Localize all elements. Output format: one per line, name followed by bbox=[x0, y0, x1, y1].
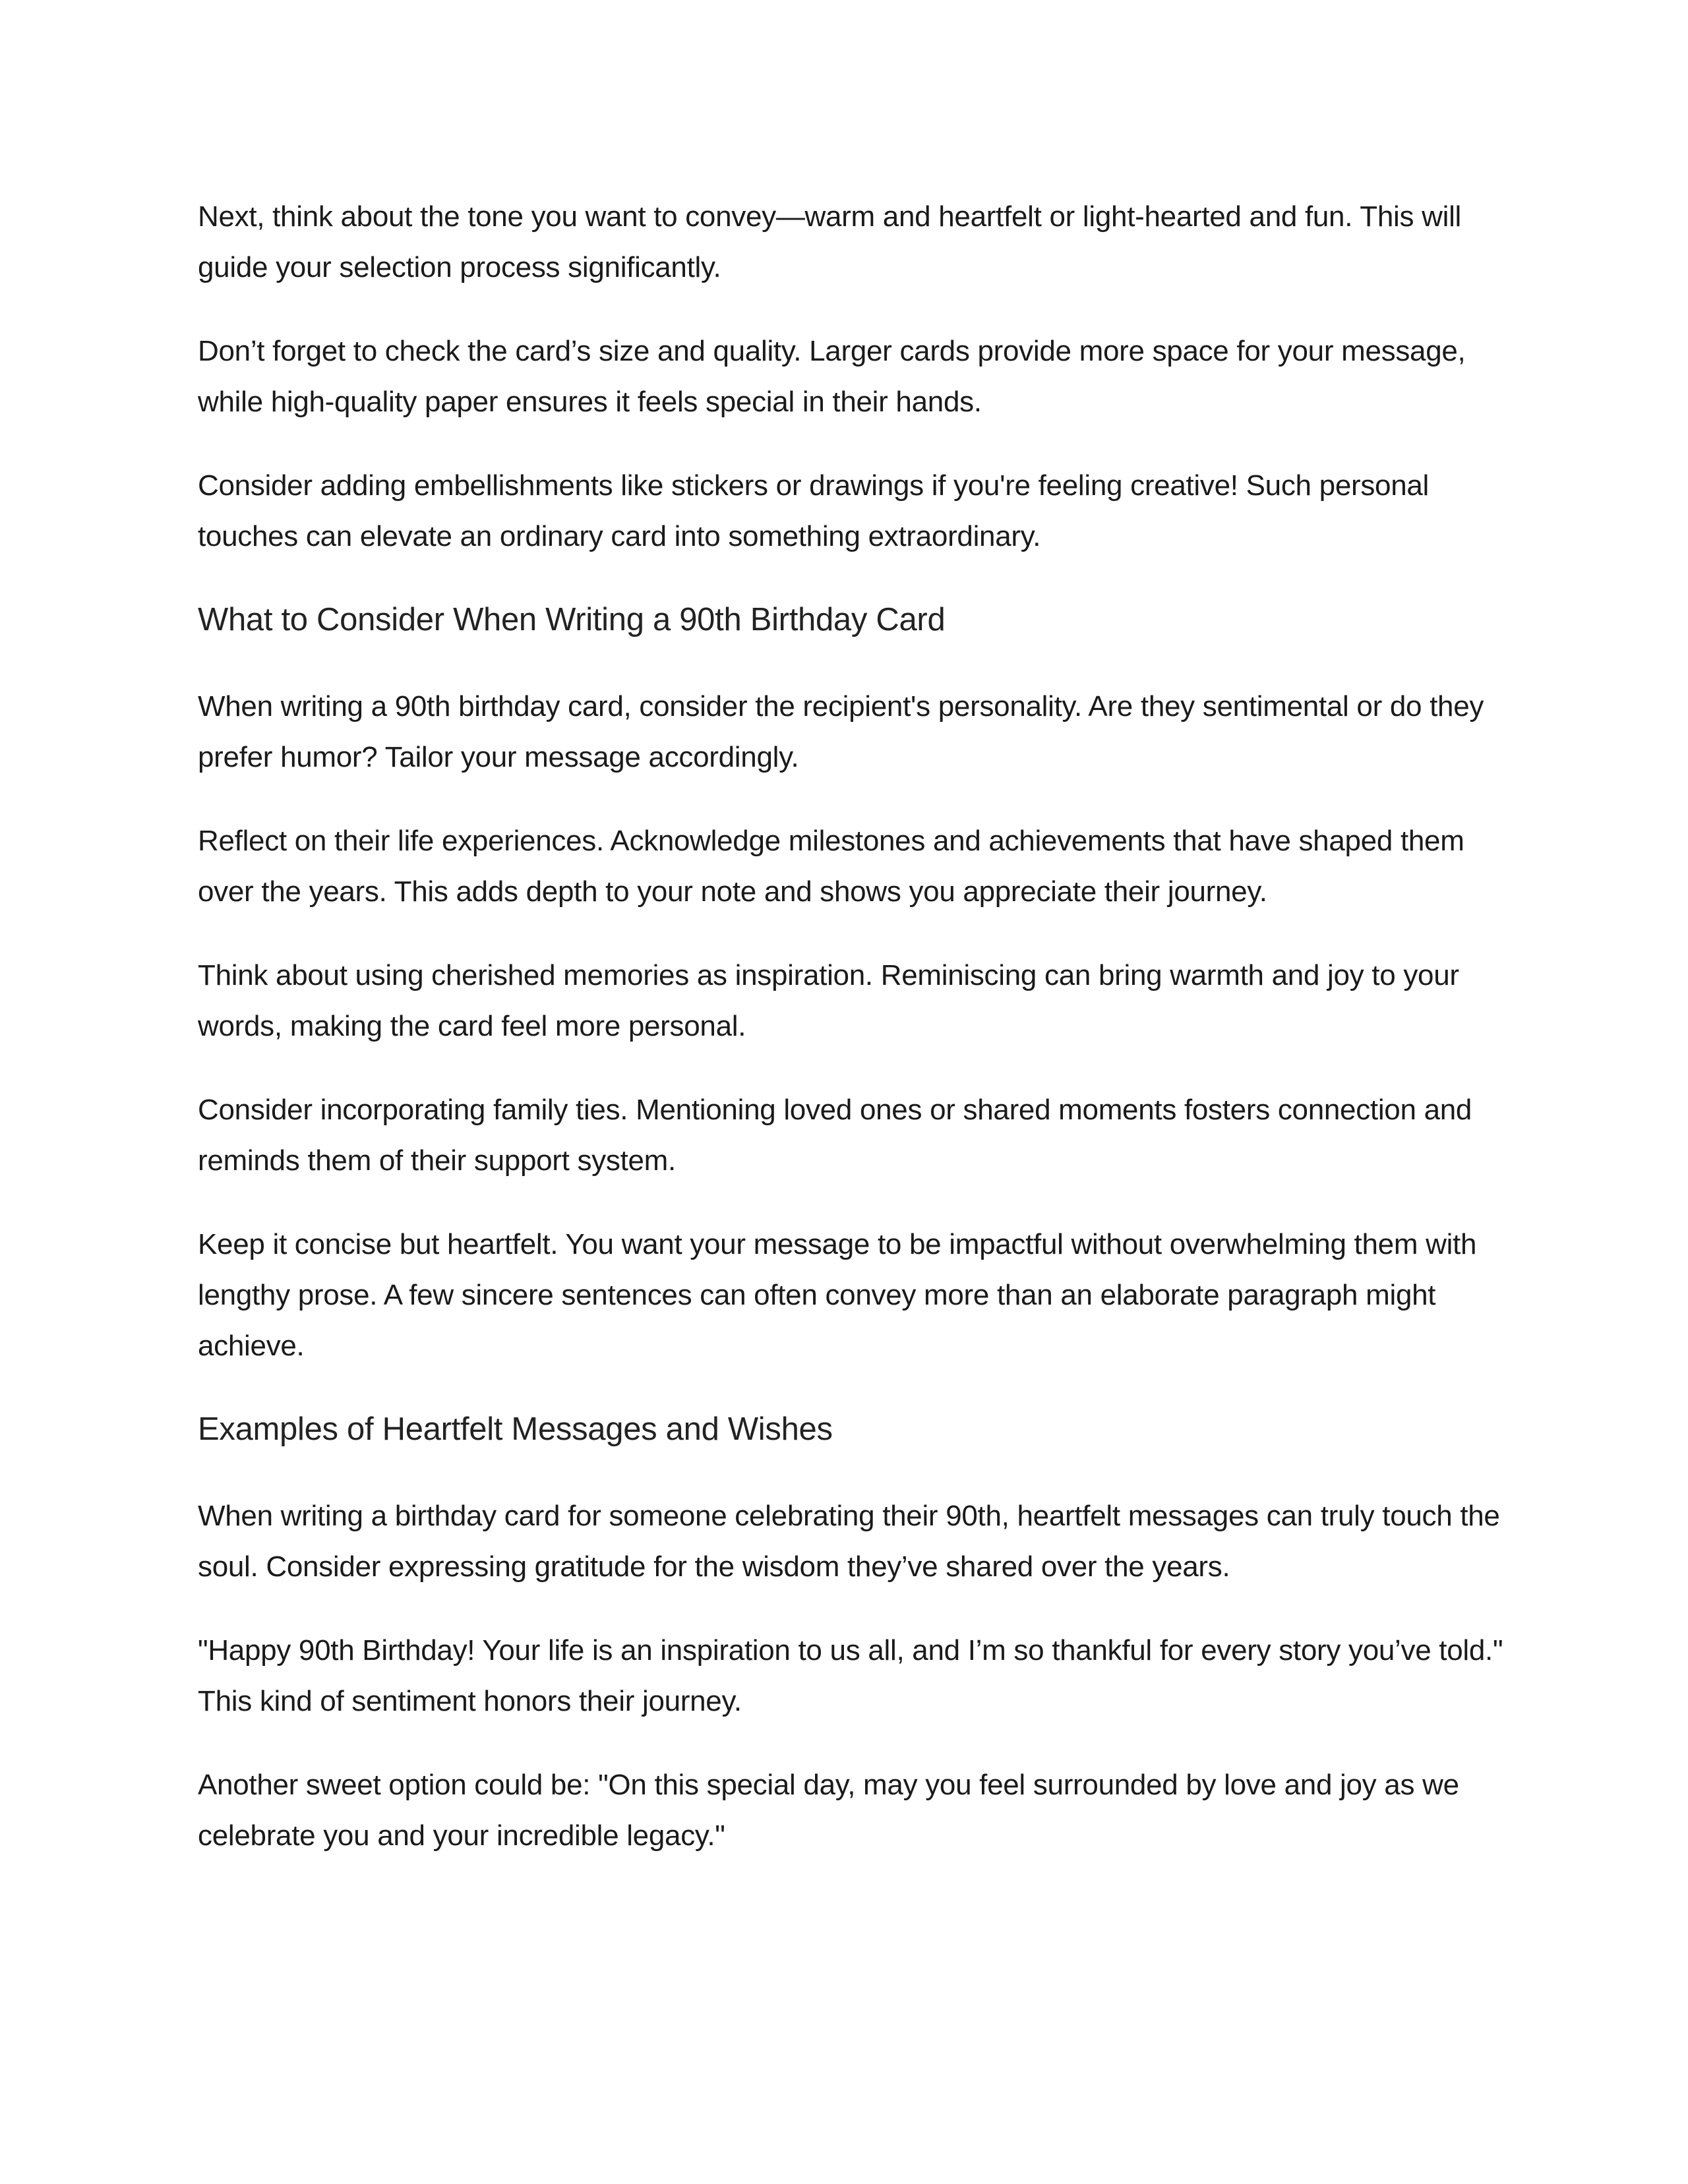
paragraph-life-experiences: Reflect on their life experiences. Acknowledge milestones and achievements that have shaped them over the years. This adds depth to your note and shows you appreciate their journey. bbox=[198, 825, 1464, 908]
paragraph-gratitude: When writing a birthday card for someone celebrating their 90th, heartfelt messages can truly touch the soul. Consider expressing gratitude for the wisdom they’ve shared over the years. bbox=[198, 1500, 1500, 1583]
paragraph-embellishments: Consider adding embellishments like stickers or drawings if you're feeling creative! Such personal touches can elevate an ordinary card into something extraordinary. bbox=[198, 469, 1430, 552]
paragraph-family-ties: Consider incorporating family ties. Mentioning loved ones or shared moments fosters connection and reminds them of their support system. bbox=[198, 1094, 1472, 1177]
section-heading-examples: Examples of Heartfelt Messages and Wishes bbox=[198, 1411, 833, 1447]
paragraph-concise: Keep it concise but heartfelt. You want your message to be impactful without overwhelming them with lengthy prose. A few sincere sentences can often convey more than an elaborate paragraph might achieve. bbox=[198, 1228, 1477, 1362]
paragraph-example-quote-1: "Happy 90th Birthday! Your life is an inspiration to us all, and I’m so thankful for every story you’ve told." This kind of sentiment honors their journey. bbox=[198, 1634, 1503, 1717]
paragraph-size-quality: Don’t forget to check the card’s size and quality. Larger cards provide more space for your message, while high-quality paper ensures it feels special in their hands. bbox=[198, 335, 1466, 418]
paragraph-memories: Think about using cherished memories as inspiration. Reminiscing can bring warmth and joy to your words, making the card feel more personal. bbox=[198, 959, 1459, 1042]
paragraph-example-quote-2: Another sweet option could be: "On this special day, may you feel surrounded by love and joy as we celebrate you and your incredible legacy." bbox=[198, 1769, 1459, 1852]
paragraph-tone: Next, think about the tone you want to convey—warm and heartfelt or light-hearted and fun. This will guide your selection process significantly. bbox=[198, 200, 1462, 283]
section-heading-what-to-consider: What to Consider When Writing a 90th Birthday Card bbox=[198, 602, 946, 637]
article-body bbox=[198, 191, 1503, 1894]
paragraph-personality: When writing a 90th birthday card, consider the recipient's personality. Are they sentimental or do they prefer humor? Tailor your message accordingly. bbox=[198, 690, 1484, 773]
